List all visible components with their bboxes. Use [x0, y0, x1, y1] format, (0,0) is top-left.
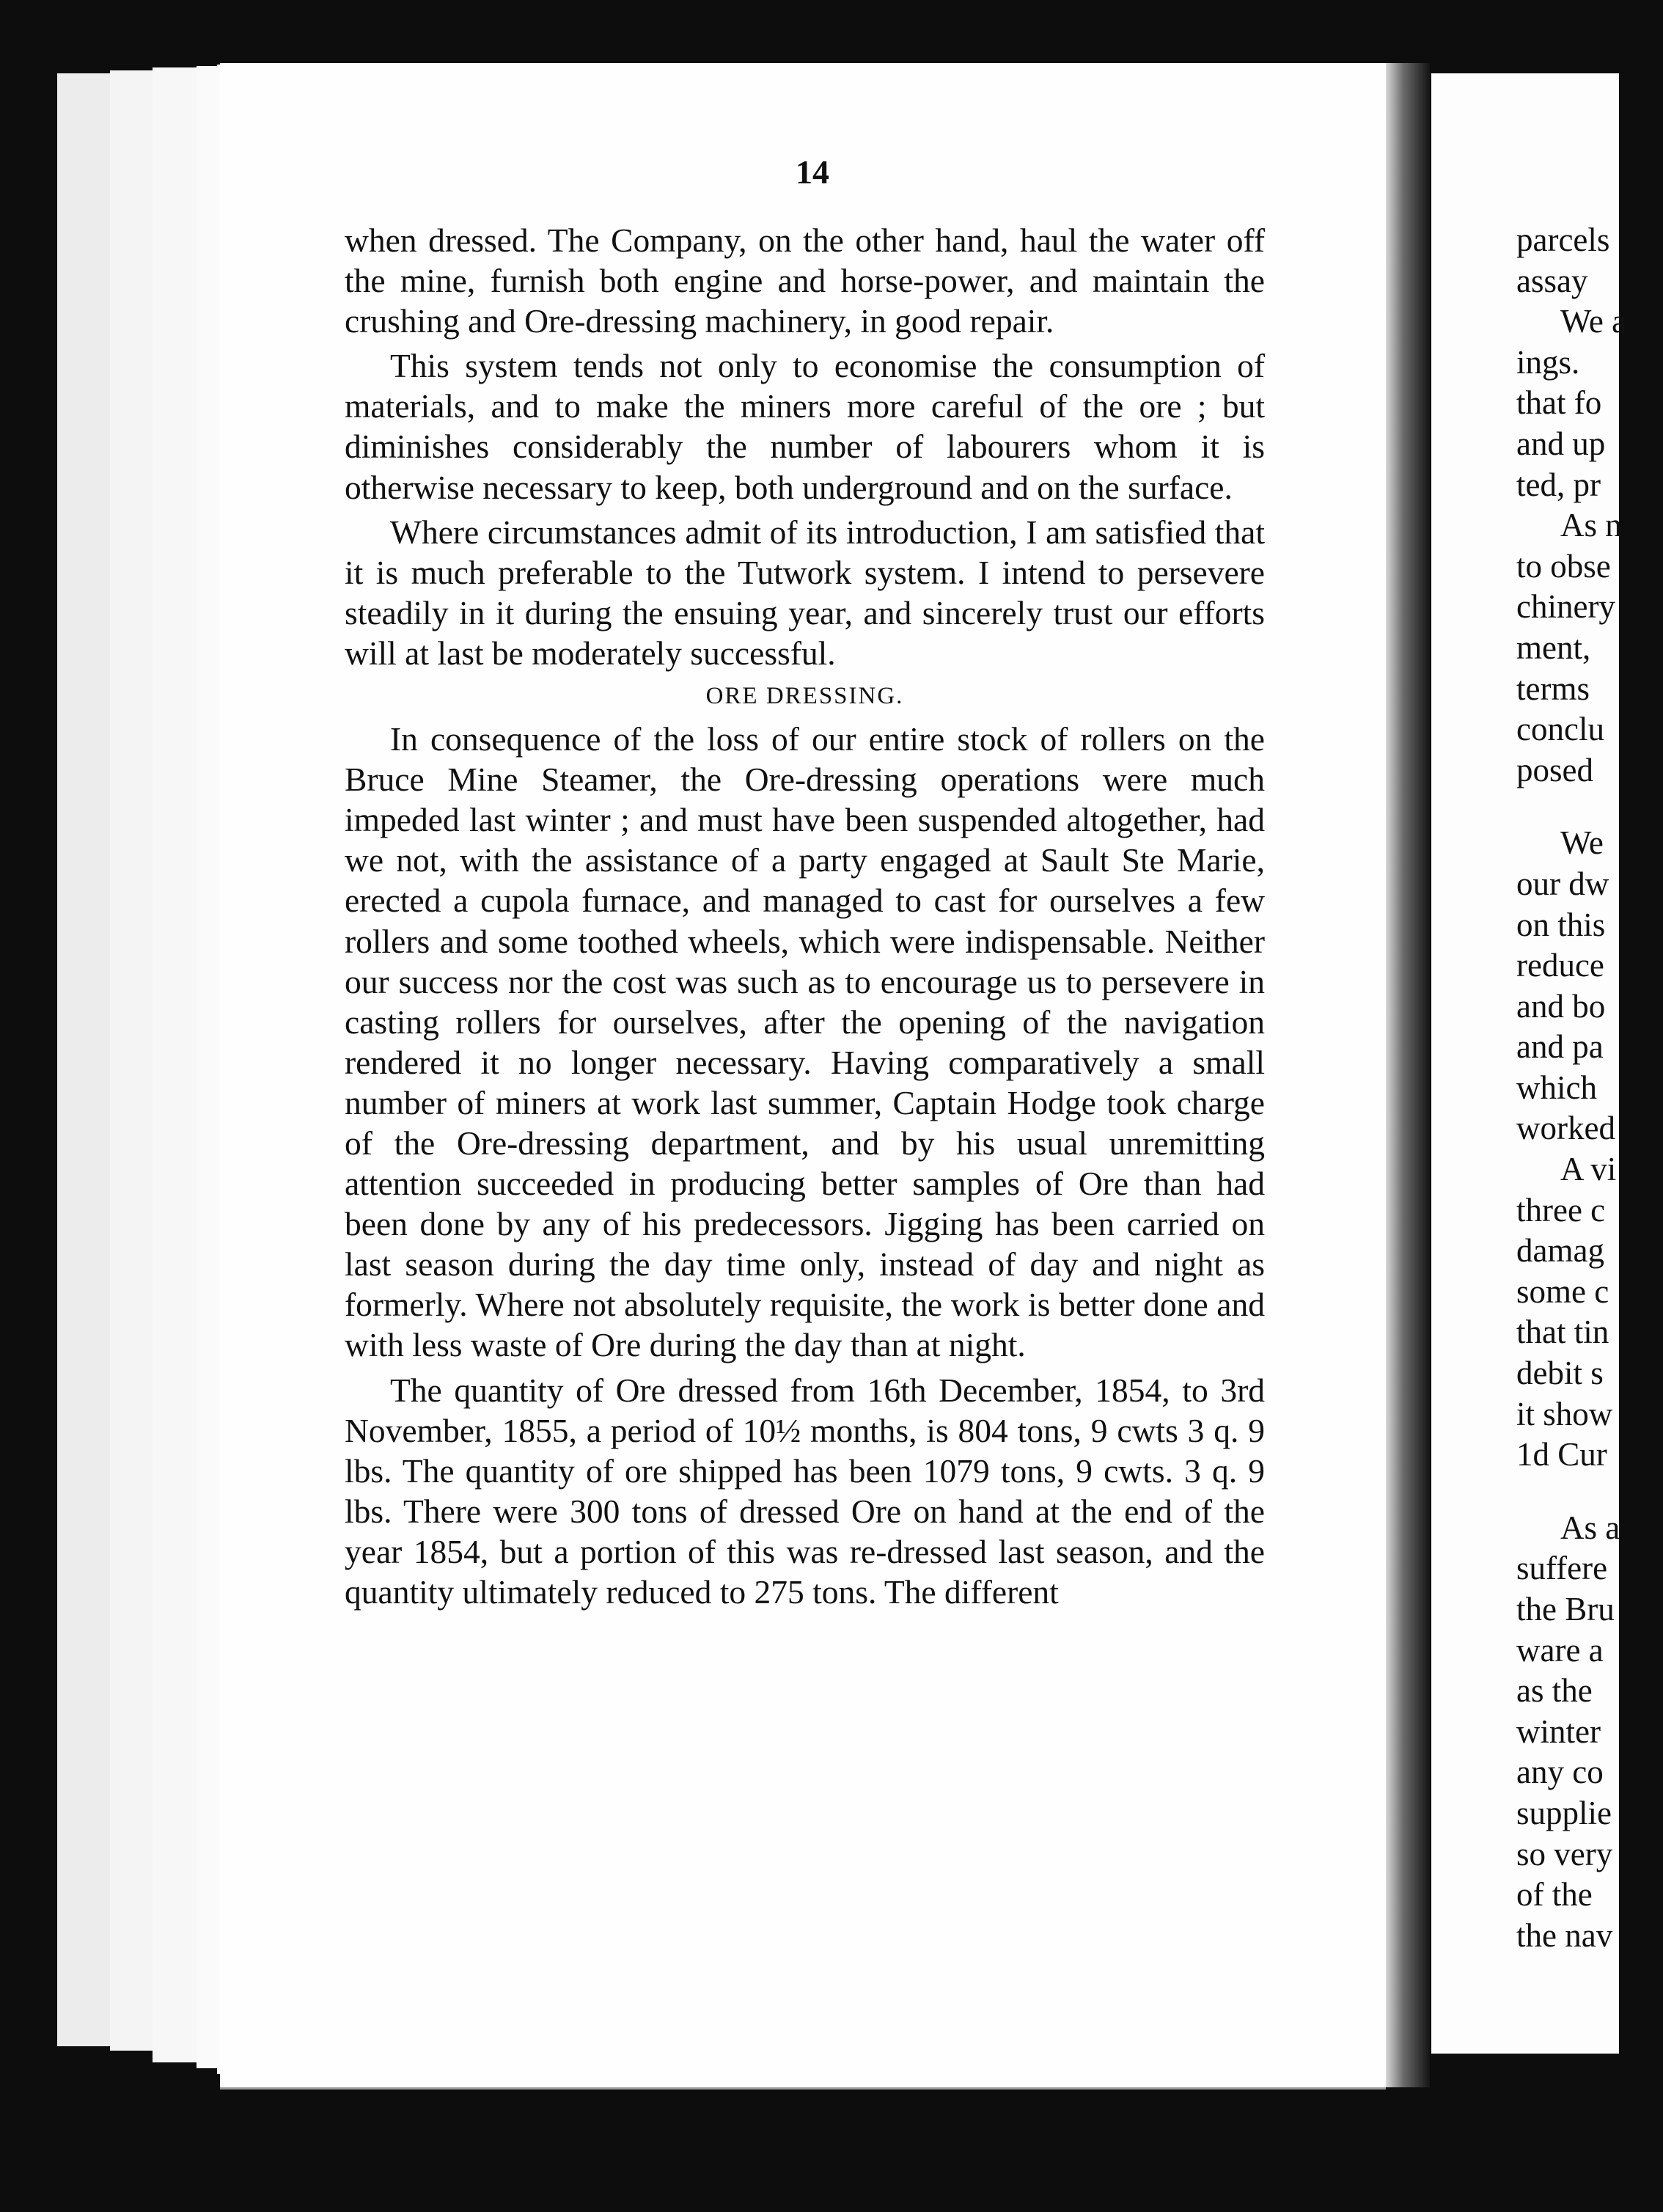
- text-fragment: so very: [1516, 1835, 1613, 1872]
- text-fragment: We: [1560, 824, 1604, 862]
- line-gap: [1516, 791, 1663, 823]
- text-fragment: terms: [1516, 670, 1590, 707]
- section-heading: ORE DRESSING.: [705, 683, 904, 710]
- text-fragment: A vi: [1560, 1151, 1617, 1188]
- book-gutter: [1386, 63, 1430, 2087]
- paragraph: The quantity of Ore dressed from 16th December, 1854, to 3rd November, 1855, a period of 10½ months, is 804 tons, 9 cwts 3 q. 9 lbs. The quantity of ore shipped has been 1079 tons, 9 cwts. 3 q. 9 lbs. There were 300 tons of dressed Ore on hand at the end of the year 1854, but a portion of this was re-dressed last season, and the quantity ultimately reduced to 275 tons. The different: [345, 1371, 1265, 1611]
- text-fragment: supplie: [1516, 1794, 1612, 1831]
- text-fragment: As n: [1560, 507, 1622, 544]
- text-fragment: of the: [1516, 1876, 1593, 1913]
- text-fragment: suffere: [1516, 1550, 1608, 1587]
- text-fragment: as the: [1516, 1672, 1593, 1710]
- paragraph: Where circumstances admit of its introduction, I am satisfied that it is much preferable to the Tutwork system. I intend to persevere steadily in it during the ensuing year, and sincerely trust our efforts will at last be moderately successful.: [345, 513, 1265, 672]
- text-fragment: debit s: [1516, 1355, 1604, 1392]
- text-fragment: our dw: [1516, 865, 1609, 902]
- text-fragment: parcels: [1516, 221, 1610, 258]
- text-fragment: ings.: [1516, 343, 1580, 381]
- line-gap: [1516, 1476, 1663, 1508]
- text-fragment: damag: [1516, 1232, 1604, 1270]
- text-fragment: on this: [1516, 906, 1606, 943]
- text-fragment: the nav: [1516, 1916, 1613, 1954]
- text-fragment: assay: [1516, 262, 1588, 299]
- text-fragment: winter: [1516, 1713, 1601, 1750]
- text-fragment: that fo: [1516, 384, 1602, 422]
- text-fragment: We a: [1560, 303, 1627, 340]
- paragraph: In consequence of the loss of our entire stock of rollers on the Bruce Mine Steamer, the Ore-dressing operations were much impeded last winter ; and must have been suspended altogether, had we not, with the assistance of a party engaged at Sault Ste Marie, erected a cupola furnace, and managed to cast for ourselves a few rollers and some toothed wheels, which were indispensable. Neither our success nor the cost was such as to encourage us to persevere in casting rollers for ourselves, after the opening of the navigation rendered it no longer necessary. Having comparatively a small number of miners at work last summer, Captain Hodge took charge of the Ore-dressing department, and by his usual unremitting attention succeeded in producing better samples of Ore than had been done by any of his predecessors. Jigging has been carried on last season during the day time only, instead of day and night as formerly. Where not absolutely requisite, the work is better done and with less waste of Ore during the day than at night.: [345, 720, 1265, 1364]
- paragraph: when dressed. The Company, on the other hand, haul the water off the mine, furnish both engine and horse-power, and maintain the crushing and Ore-dressing machinery, in good repair.: [345, 221, 1265, 340]
- text-fragment: which: [1516, 1069, 1597, 1106]
- text-fragment: and up: [1516, 425, 1606, 462]
- text-fragment: chinery: [1516, 588, 1615, 626]
- page-number: 14: [796, 153, 829, 191]
- text-fragment: ware a: [1516, 1631, 1604, 1669]
- text-fragment: and pa: [1516, 1028, 1604, 1066]
- text-fragment: any co: [1516, 1754, 1604, 1791]
- text-fragment: worked: [1516, 1110, 1615, 1147]
- text-fragment: it show: [1516, 1395, 1613, 1432]
- text-fragment: and bo: [1516, 987, 1606, 1025]
- text-fragment: three c: [1516, 1191, 1606, 1228]
- right-page-text: [1516, 220, 1663, 1956]
- text-fragment: that tin: [1516, 1314, 1609, 1351]
- text-fragment: As a: [1560, 1509, 1620, 1546]
- text-fragment: some c: [1516, 1272, 1609, 1310]
- text-fragment: ment,: [1516, 629, 1591, 666]
- left-page-text: [345, 220, 1265, 1616]
- text-fragment: conclu: [1516, 711, 1604, 748]
- text-fragment: ted, pr: [1516, 466, 1601, 503]
- text-fragment: the Bru: [1516, 1591, 1615, 1627]
- text-fragment: 1d Cur: [1516, 1436, 1607, 1473]
- paragraph: This system tends not only to economise the consumption of materials, and to make the miners more careful of the ore ; but diminishes considerably the number of labourers whom it is otherwise necessary to keep, both underground and on the surface.: [345, 347, 1265, 506]
- text-fragment: to obse: [1516, 547, 1611, 585]
- text-fragment: reduce: [1516, 947, 1604, 984]
- text-fragment: posed: [1516, 751, 1593, 788]
